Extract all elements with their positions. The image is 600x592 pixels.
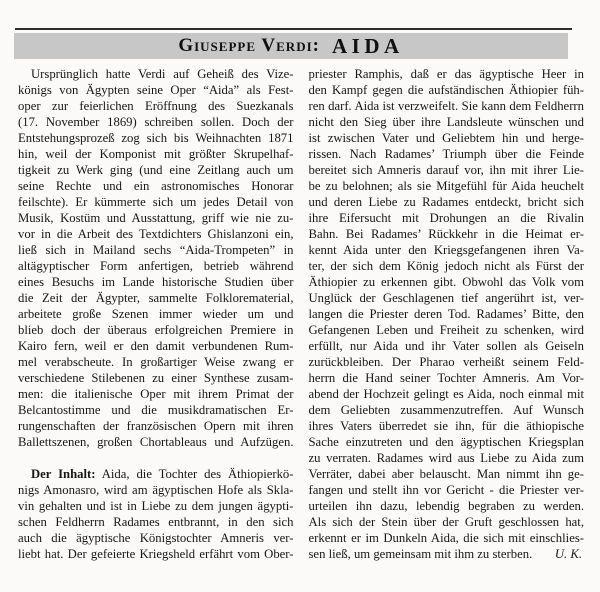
text-line: be zu belohnen; als sie Mitgefühl für Aida heuchelt: [308, 179, 584, 193]
composer-name: Giuseppe Verdi:: [178, 35, 320, 56]
text-line: (17. November 1869) schreiben sollen. Doch der: [18, 115, 294, 129]
text-line: eines Besuchs im Lande historische Studien über: [18, 275, 294, 289]
text-line: Ursprünglich hatte Verdi auf Geheiß des Vize-: [31, 67, 294, 81]
text-line: fangen und stellt ihn vor Gericht - die Priester ver-: [308, 483, 584, 497]
text-columns: [18, 66, 584, 562]
text-line: [309, 546, 585, 562]
text-line: blieb doch der überaus erfolgreichen Premiere in: [18, 323, 294, 337]
text-line: Musik, Kostüm und Ausstattung, griff wie nie zu-: [18, 211, 294, 225]
author-initials: U. K.: [554, 547, 582, 561]
title-band: [14, 33, 568, 59]
text-line: Gefangenen Leben und Freiheit zu schenken, wird: [308, 323, 584, 337]
text-line: urteilen ihn dazu, lebendig begraben zu werden.: [308, 499, 584, 513]
text-line: ließ sich in Mailand sechs “Aida-Trompeten” in: [18, 243, 294, 257]
text-line: Entstehungsprozeß zog sich bis Weihnachten 1871: [18, 131, 294, 145]
text-line: mel verabscheute. In großartiger Weise zwang er: [18, 355, 294, 369]
text-line: altägyptischer Form anfertigen, betrieb während: [18, 259, 294, 273]
text-line: feilschte). Er kümmerte sich um jedes Detail von: [18, 195, 294, 209]
text-line: den Kampf gegen die aufständischen Äthiopier füh-: [308, 83, 584, 97]
text-line: zu verraten. Radames wird aus Liebe zu Aida zum: [308, 451, 584, 465]
text-line: und deren Liebe zu Radames entdeckt, bricht sich: [308, 195, 584, 209]
text-line: schen Feldherrn Radames entbrannt, in den sich: [18, 515, 294, 529]
text-line: arbeitete große Szenen immer wieder um und: [18, 307, 294, 321]
text-line: Ballettszenen, großen Chortableaus und Aufzügen.: [18, 435, 294, 449]
text-line: abend der Hochzeit gelingt es Aida, noch einmal mit: [308, 387, 584, 401]
text-line: die Zeit der Ägypter, sammelte Folklorematerial,: [18, 291, 294, 305]
text-line: liebt hat. Der gefeierte Kriegsheld erfährt vom Ober-: [18, 547, 294, 561]
text-line: auch die ägyptische Königstochter Amneris ver-: [18, 531, 294, 545]
text-line: verschiedene Stilebenen zu einer Synthese zusam-: [18, 371, 294, 385]
text-line: ter, der sich dem König jedoch nicht als Fürst der: [308, 259, 584, 273]
text-line: ist zwischen Vater und Geliebtem hin und herge-: [308, 131, 584, 145]
text-line: hin, weil der Komponist mit größter Skrupelhaf-: [18, 147, 294, 161]
text-line: Äthiopier zu erkennen gibt. Obwohl das Volk vom: [308, 275, 584, 289]
text-line: kennt Aida unter den Kriegsgefangenen ihren Va-: [308, 243, 584, 257]
paragraph-lead: Der Inhalt:: [31, 467, 96, 481]
right-column: [309, 66, 585, 562]
text-line: erfüllt, nur Aida und ihr Vater sollen als Geiseln: [308, 339, 584, 353]
header-rule: [15, 28, 572, 30]
text-line: erkennt er im Dunkeln Aida, die sich mit einschlies-: [308, 531, 584, 545]
text-line-content: sen ließ, um gemeinsam mit ihm zu sterben.: [308, 547, 533, 561]
text-line: bereitet sich Amneris darauf vor, ihn mit ihrer Lie-: [308, 163, 584, 177]
text-line: ren darf. Aida ist verzweifelt. Sie kann dem Feldherrn: [308, 99, 584, 113]
text-line: königs von Ägypten seine Oper “Aida” als Fest-: [18, 83, 294, 97]
text-line: ihres Vaters überredet sie ihn, für die äthiopische: [308, 419, 584, 433]
text-line: ihre Eifersucht mit Drohungen an die Rivalin: [308, 211, 584, 225]
text-line: zurückbleiben. Der Pharao verheißt seinem Feld-: [308, 355, 584, 369]
text-line: herrn die Hand seiner Tochter Amneris. Am Vor-: [308, 371, 584, 385]
paragraph-spacer: [18, 450, 294, 466]
text-line: Belcantostimme und die musikdramatischen Er-: [18, 403, 294, 417]
text-line: rissen. Nach Radames’ Triumph über die Feinde: [308, 147, 584, 161]
text-line: vin gehalten und ist in Liebe zu dem jungen ägypti-: [18, 499, 294, 513]
text-line: men: die italienische Oper mit ihrem Primat der: [18, 387, 294, 401]
text-line: Der Inhalt: Aida, die Tochter des Äthiopierkö-: [31, 467, 294, 481]
text-line: Kairo fern, weil er den damit verbundenen Rum-: [18, 339, 294, 353]
text-line: Bahn. Bei Radames’ Rückkehr in die Heimat er-: [308, 227, 584, 241]
text-line: vor in die Arbeit des Textdichters Ghislanzoni ein,: [18, 227, 294, 241]
text-line: Unglück der Geschlagenen tief angerührt ist, ver-: [308, 291, 584, 305]
text-line: seine Rechte und ein astronomisches Honorar: [18, 179, 294, 193]
text-line: oper zur feierlichen Eröffnung des Suezkanals: [18, 99, 294, 113]
text-line: dem Geliebten zusammenzutreffen. Auf Wunsch: [308, 403, 584, 417]
opera-title: AIDA: [331, 33, 404, 58]
text-line: rungenschaften der französischen Opern mit ihren: [18, 419, 294, 433]
text-line: langen die Priester deren Tod. Radames’ Bitte, den: [308, 307, 584, 321]
text-line: priester Ramphis, daß er das ägyptische Heer in: [308, 67, 584, 81]
text-line: tigkeit zu Werk ging (und eine Zeitlang auch um: [18, 163, 294, 177]
text-line: nicht den Sieg über ihre Landsleute wünschen und: [308, 115, 584, 129]
left-column: [18, 66, 294, 562]
text-line: Verräter, dabei aber belauscht. Man nimmt ihn ge-: [308, 467, 584, 481]
text-line: Sache einzutreten und den ägyptischen Kriegsplan: [308, 435, 584, 449]
text-line: Als sich der Stein über der Gruft geschlossen hat,: [308, 515, 584, 529]
text-line: nigs Amonasro, wird am ägyptischen Hofe als Skla-: [18, 483, 294, 497]
